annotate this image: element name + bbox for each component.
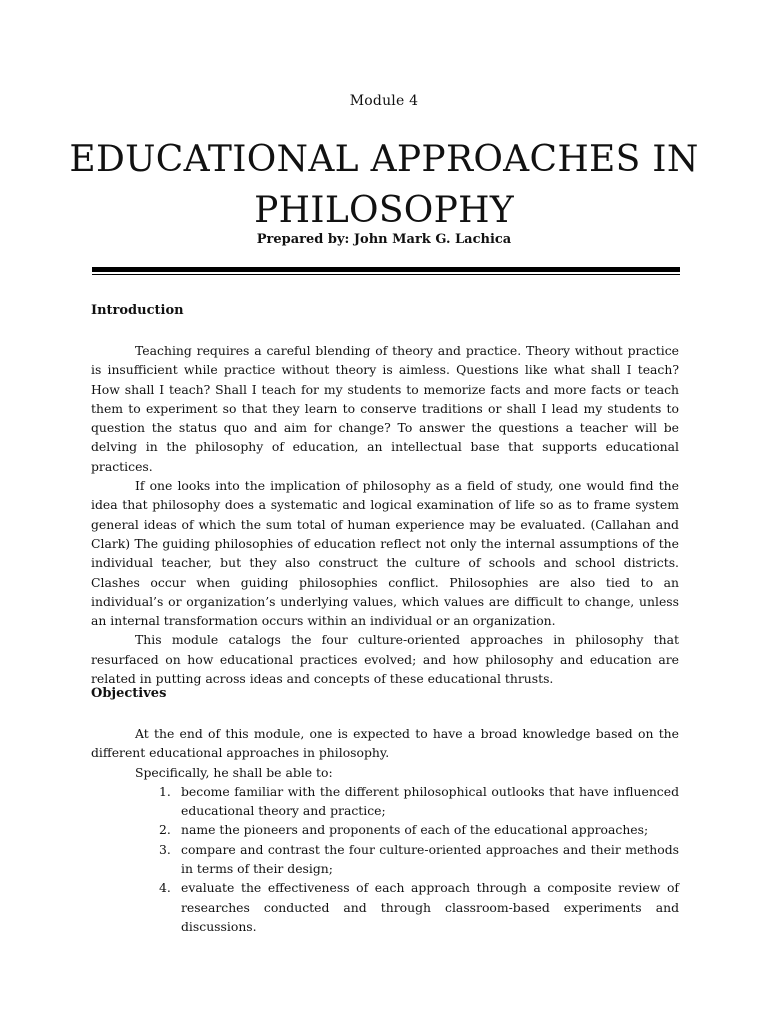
objective-text: name the pioneers and proponents of each of the educational approaches; bbox=[181, 822, 649, 838]
author-line: Prepared by: John Mark G. Lachica bbox=[256, 232, 512, 247]
objectives-heading: Objectives bbox=[91, 686, 167, 701]
objective-number: 1. bbox=[159, 783, 171, 799]
module-label: Module 4 bbox=[349, 93, 419, 109]
objective-number: 2. bbox=[159, 822, 171, 838]
title-line-1: EDUCATIONAL APPROACHES IN bbox=[69, 139, 699, 180]
objective-number: 4. bbox=[159, 880, 171, 896]
objective-text: evaluate the effectiveness of each approach through a composite review of researches conducted and through classroom-based experiments and discussions. bbox=[181, 880, 679, 934]
objective-text: compare and contrast the four culture-oriented approaches and their methods in terms of their design; bbox=[181, 841, 679, 877]
intro-paragraph-3: This module catalogs the four culture-oriented approaches in philosophy that resurfaced on how educational practices evolved; and how philosophy and education are related in putting across ideas and concepts of these educational thrusts. bbox=[91, 632, 679, 687]
objective-item bbox=[91, 878, 679, 936]
objective-text: become familiar with the different philosophical outlooks that have influenced educational theory and practice; bbox=[181, 783, 679, 819]
document-title bbox=[60, 134, 708, 236]
objectives-specifically: Specifically, he shall be able to: bbox=[135, 764, 333, 780]
introduction-heading: Introduction bbox=[91, 303, 184, 318]
objective-item bbox=[91, 782, 679, 821]
objective-item bbox=[91, 820, 679, 839]
objective-number: 3. bbox=[159, 841, 171, 857]
intro-paragraph-2: If one looks into the implication of philosophy as a field of study, one would find the idea that philosophy does a systematic and logical examination of life so as to frame system general ideas of which the sum total of human experience may be evaluated. (Callahan and Clark) The guiding philosophies of education reflect not only the internal assumptions of the individual teacher, but they also construct the culture of schools and school districts. Clashes occur when guiding philosophies conflict. Philosophies are also tied to an individual’s or organization’s underlying values, which values are difficult to change, unless an internal transformation occurs within an individual or an organization. bbox=[91, 478, 679, 629]
title-divider-thick bbox=[92, 267, 680, 272]
intro-paragraph-1: Teaching requires a careful blending of theory and practice. Theory without practice is insufficient while practice without theory is aimless. Questions like what shall I teach? How shall I teach? Shall I teach for my students to memorize facts and more facts or teach them to experiment so that they learn to conserve traditions or shall I lead my students to question the status quo and aim for change? To answer the questions a teacher will be delving in the philosophy of education, an intellectual base that supports educational practices. bbox=[91, 343, 679, 474]
title-divider-thin bbox=[92, 274, 680, 275]
objectives-list bbox=[91, 782, 679, 936]
title-line-2: PHILOSOPHY bbox=[254, 190, 514, 231]
objective-item bbox=[91, 840, 679, 879]
introduction-body bbox=[91, 341, 679, 688]
objectives-intro: At the end of this module, one is expected to have a broad knowledge based on the different educational approaches in philosophy. bbox=[91, 726, 679, 761]
objectives-body bbox=[91, 724, 679, 936]
